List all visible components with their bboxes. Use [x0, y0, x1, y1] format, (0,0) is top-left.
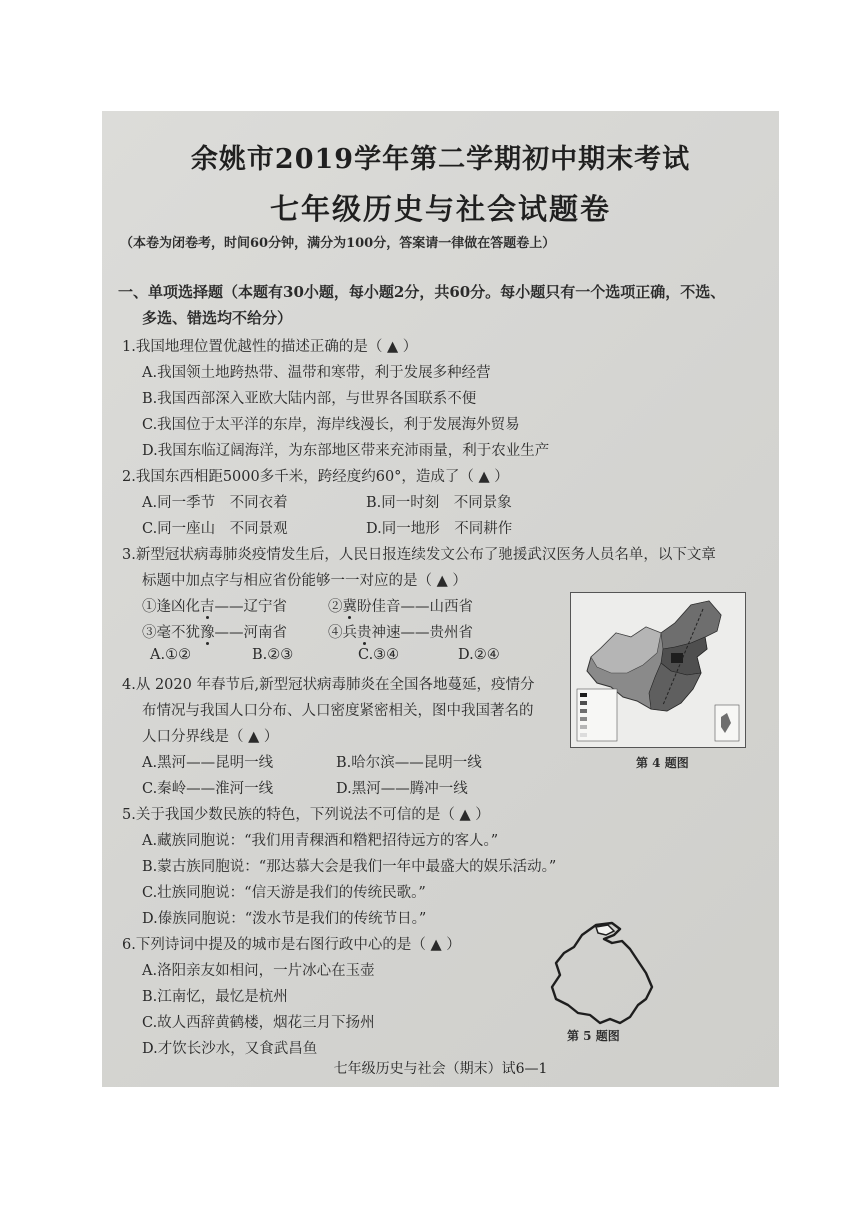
figure-4-caption: 第 4 题图	[636, 756, 689, 770]
q2-stem: 2.我国东西相距5000多千米，跨经度约60°，造成了（ ▲ ）	[122, 469, 509, 485]
section-heading: 一、单项选择题（本题有30小题，每小题2分，共60分。每小题只有一个选项正确，不选、	[118, 283, 726, 301]
q5-option-b: B.蒙古族同胞说：“那达慕大会是我们一年中最盛大的娱乐活动。”	[142, 859, 557, 875]
q3-stem-cont: 标题中加点字与相应省份能够一一对应的是（ ▲ ）	[142, 573, 467, 589]
q6-option-c: C.故人西辞黄鹤楼，烟花三月下扬州	[142, 1015, 375, 1031]
q3-item-2-post: 盼佳音——山西省	[357, 599, 473, 615]
q3-item-1-pre: ①逢凶化	[142, 599, 200, 615]
q6-option-d: D.才饮长沙水，又食武昌鱼	[142, 1041, 318, 1057]
china-map-icon	[571, 593, 745, 747]
q3-item-1-post: ——辽宁省	[214, 599, 287, 615]
q3-item-3-pre: ③毫不犹	[142, 625, 200, 641]
q4-option-b: B.哈尔滨——昆明一线	[336, 755, 482, 771]
q3-item-4-dotted: 贵	[357, 625, 372, 641]
exam-title: 余姚市2019学年第二学期初中期末考试	[190, 144, 691, 175]
exam-instructions: （本卷为闭卷考，时间60分钟，满分为100分，答案请一律做在答题卷上）	[120, 236, 556, 251]
q4-option-a: A.黑河——昆明一线	[142, 755, 274, 771]
q5-option-c: C.壮族同胞说：“信天游是我们的传统民歌。”	[142, 885, 426, 901]
q2-option-a: A.同一季节 不同衣着	[142, 495, 288, 511]
q4-stem-cont2: 人口分界线是（ ▲ ）	[142, 729, 279, 745]
q5-stem: 5.关于我国少数民族的特色，下列说法不可信的是（ ▲ ）	[122, 807, 490, 823]
q3-item-4	[328, 621, 473, 642]
q3-item-2-pre: ②	[328, 599, 343, 615]
q3-option-d: D.②④	[458, 647, 500, 663]
q3-item-3-post: ——河南省	[214, 625, 287, 641]
figure-5-caption: 第 5 题图	[567, 1029, 620, 1043]
province-outline-map-icon	[534, 913, 694, 1029]
q1-option-b: B.我国西部深入亚欧大陆内部，与世界各国联系不便	[142, 391, 477, 407]
q6-stem: 6.下列诗词中提及的城市是右图行政中心的是（ ▲ ）	[122, 937, 461, 953]
q3-item-4-post: 神速——贵州省	[371, 625, 473, 641]
q3-item-1	[142, 595, 287, 616]
q3-item-2	[328, 595, 473, 616]
q5-option-a: A.藏族同胞说：“我们用青稞酒和糌粑招待远方的客人。”	[142, 833, 499, 849]
q6-option-b: B.江南忆，最忆是杭州	[142, 989, 288, 1005]
q4-stem: 4.从 2020 年春节后,新型冠状病毒肺炎在全国各地蔓延，疫情分	[122, 677, 535, 693]
exam-sheet	[102, 111, 779, 1087]
q3-stem: 3.新型冠状病毒肺炎疫情发生后，人民日报连续发文公布了驰援武汉医务人员名单，以下文章	[122, 547, 716, 563]
q2-option-c: C.同一座山 不同景观	[142, 521, 288, 537]
q3-item-4-pre: ④兵	[328, 625, 357, 641]
china-population-map	[570, 592, 746, 748]
q4-option-c: C.秦岭——淮河一线	[142, 781, 274, 797]
q3-item-2-dotted: 冀	[342, 599, 357, 615]
q6-option-a: A.洛阳亲友如相问，一片冰心在玉壶	[142, 963, 375, 979]
q1-option-a: A.我国领土地跨热带、温带和寒带，利于发展多种经营	[142, 365, 491, 381]
q4-option-d: D.黑河——腾冲一线	[336, 781, 468, 797]
q1-option-d: D.我国东临辽阔海洋，为东部地区带来充沛雨量，利于农业生产	[142, 443, 550, 459]
q3-option-b: B.②③	[252, 647, 294, 663]
q3-option-a: A.①②	[150, 647, 192, 663]
q3-item-3-dotted: 豫	[200, 625, 215, 641]
q2-option-d: D.同一地形 不同耕作	[366, 521, 513, 537]
q3-item-1-dotted: 吉	[200, 599, 215, 615]
q2-option-b: B.同一时刻 不同景象	[366, 495, 512, 511]
section-heading-cont: 多选、错选均不给分）	[142, 309, 293, 327]
q1-stem: 1.我国地理位置优越性的描述正确的是（ ▲ ）	[122, 339, 418, 355]
q1-option-c: C.我国位于太平洋的东岸，海岸线漫长，利于发展海外贸易	[142, 417, 520, 433]
q5-option-d: D.傣族同胞说：“泼水节是我们的传统节日。”	[142, 911, 427, 927]
exam-subtitle: 七年级历史与社会试题卷	[269, 192, 611, 226]
page-footer: 七年级历史与社会（期末）试6—1	[333, 1061, 548, 1077]
q3-item-3	[142, 621, 287, 642]
q3-option-c: C.③④	[358, 647, 400, 663]
q4-stem-cont1: 布情况与我国人口分布、人口密度紧密相关，图中我国著名的	[142, 703, 534, 719]
